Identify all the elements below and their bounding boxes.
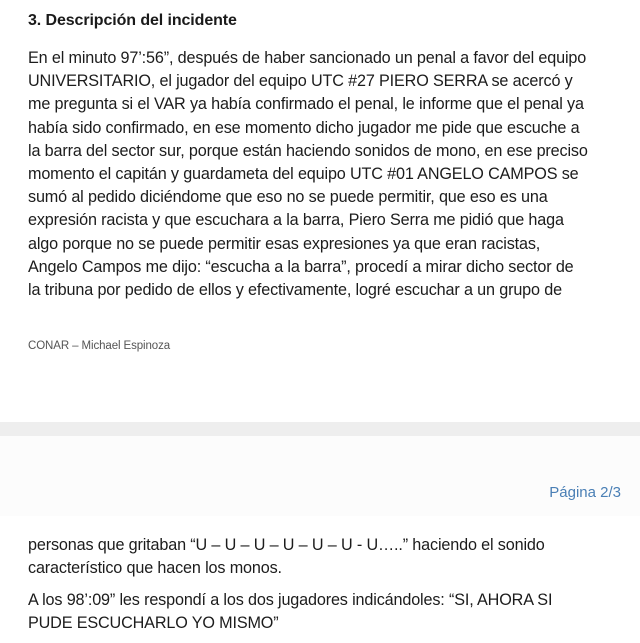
section-heading: 3. Descripción del incidente (28, 12, 237, 29)
continuation-paragraph (28, 534, 628, 580)
page-break-divider (0, 422, 640, 436)
paragraph-line: me pregunta si el VAR ya había confirmado el penal, le informe que el penal ya (28, 95, 584, 114)
response-paragraph (28, 589, 628, 635)
paragraph-line: característico que hacen los monos. (28, 559, 282, 578)
page-number: Página 2/3 (549, 484, 621, 501)
paragraph-line: sumó al pedido diciéndome que eso no se puede permitir, que eso es una (28, 188, 548, 207)
paragraph-line: algo porque no se puede permitir esas expresiones ya que eran racistas, (28, 234, 541, 253)
paragraph-line: había sido confirmado, en ese momento dicho jugador me pide que escuche a (28, 118, 580, 137)
document-page-2 (0, 436, 640, 643)
paragraph-line: PUDE ESCUCHARLO YO MISMO” (28, 614, 279, 633)
paragraph-line: Angelo Campos me dijo: “escucha a la barra”, procedí a mirar dicho sector de (28, 257, 574, 276)
page-header (0, 436, 640, 516)
page-footer-signature: CONAR – Michael Espinoza (28, 340, 171, 352)
paragraph-line: A los 98’:09” les respondí a los dos jugadores indicándoles: “SI, AHORA SI (28, 591, 553, 609)
incident-description-paragraph (28, 47, 628, 302)
paragraph-line: expresión racista y que escuchara a la barra, Piero Serra me pidió que haga (28, 211, 564, 230)
paragraph-line: En el minuto 97’:56”, después de haber sancionado un penal a favor del equipo (28, 49, 587, 67)
paragraph-line: UNIVERSITARIO, el jugador del equipo UTC #27 PIERO SERRA se acercó y (28, 72, 573, 91)
paragraph-line: la tribuna por pedido de ellos y efectivamente, logré escuchar a un grupo de (28, 281, 562, 300)
paragraph-line: la barra del sector sur, porque están haciendo sonidos de mono, en ese preciso (28, 141, 588, 160)
paragraph-line: personas que gritaban “U – U – U – U – U – U - U…..” haciendo el sonido (28, 536, 545, 554)
paragraph-line: momento el capitán y guardameta del equipo UTC #01 ANGELO CAMPOS se (28, 165, 579, 184)
